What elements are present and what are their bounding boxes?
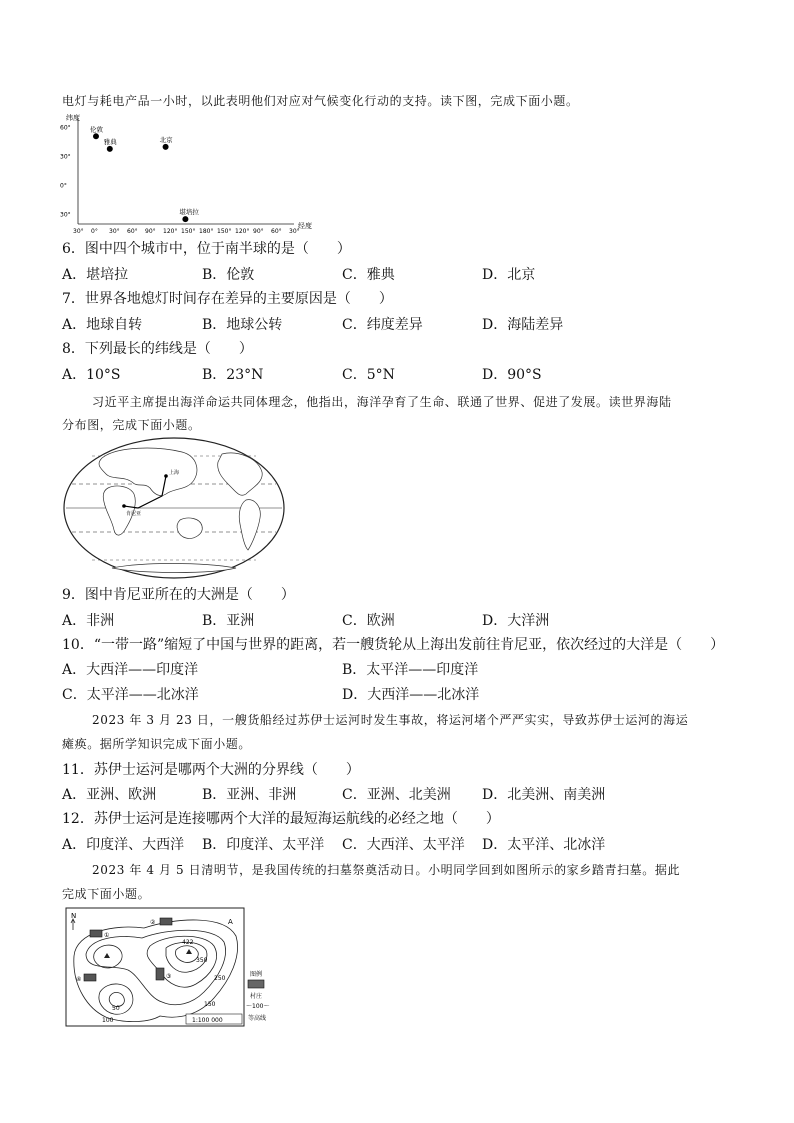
question-9-stem: 9．图中肯尼亚所在的大洲是（ ） xyxy=(62,587,295,603)
q10-option-a[interactable]: A．大西洋——印度洋 xyxy=(62,662,199,678)
q7-option-b[interactable]: B．地球公转 xyxy=(202,317,283,333)
intro-text-ocean: 习近平主席提出海洋命运共同体理念，他指出，海洋孕育了生命、联通了世界、促进了发展。读世界海陆 xyxy=(92,395,672,409)
q9-option-d[interactable]: D．大洋洲 xyxy=(482,613,550,629)
q8-option-d[interactable]: D．90°S xyxy=(482,367,542,383)
village-2-icon xyxy=(160,918,172,925)
q7-option-d[interactable]: D．海陆差异 xyxy=(482,317,564,333)
world-map xyxy=(62,436,286,580)
question-11-stem: 11．苏伊士运河是哪两个大洲的分界线（ ） xyxy=(62,762,360,778)
north-label: N xyxy=(71,912,77,920)
q6-option-c[interactable]: C．雅典 xyxy=(342,267,395,283)
legend-title: 图例 xyxy=(250,971,263,978)
intro-text-qingming-cont: 完成下面小题。 xyxy=(62,887,151,901)
q6-option-b[interactable]: B．伦敦 xyxy=(202,267,255,283)
legend-contour-label: 等高线 xyxy=(248,1015,267,1022)
chart-ytick-label: 30° xyxy=(60,153,71,161)
q12-option-b[interactable]: B．印度洋、太平洋 xyxy=(202,837,325,853)
australia-shape xyxy=(177,518,202,538)
q11-option-a[interactable]: A．亚洲、欧洲 xyxy=(62,787,157,803)
village-1-icon xyxy=(90,930,102,937)
village-4-label: ④ xyxy=(76,976,82,983)
village-3-label: ③ xyxy=(166,973,172,980)
chart-xtick-label: 150° xyxy=(217,228,232,235)
legend-village-icon xyxy=(248,980,264,988)
q6-option-a[interactable]: A．堪培拉 xyxy=(62,267,129,283)
city-label: 雅典 xyxy=(103,137,117,146)
city-latlon-chart xyxy=(58,112,328,238)
q12-option-c[interactable]: C．大西洋、太平洋 xyxy=(342,837,465,853)
contour-map xyxy=(64,906,276,1030)
chart-xtick-label: 120° xyxy=(235,228,250,235)
intro-text-earth-hour: 电灯与耗电产品一小时，以此表明他们对应对气候变化行动的支持。读下图，完成下面小题。 xyxy=(62,94,579,108)
chart-xtick-label: 120° xyxy=(163,228,178,235)
legend-village-label: 村庄 xyxy=(250,993,263,1000)
q11-option-b[interactable]: B．亚洲、非洲 xyxy=(202,787,297,803)
chart-xtick-label: 60° xyxy=(271,228,282,235)
question-7-stem: 7．世界各地熄灯时间存在差异的主要原因是（ ） xyxy=(62,291,393,307)
chart-xtick-label: 90° xyxy=(253,228,264,235)
city-point xyxy=(163,144,169,150)
q9-option-b[interactable]: B．亚洲 xyxy=(202,613,255,629)
q9-option-c[interactable]: C．欧洲 xyxy=(342,613,395,629)
village-2-label: ② xyxy=(150,919,156,926)
kenya-marker xyxy=(122,504,126,508)
shanghai-label: 上海 xyxy=(169,470,180,476)
intro-text-qingming: 2023 年 4 月 5 日清明节，是我国传统的扫墓祭奠活动日。小明同学回到如图所示的家乡踏青扫墓。据此 xyxy=(92,863,681,877)
city-label: 北京 xyxy=(159,135,173,144)
city-point xyxy=(182,216,188,222)
contour-label-150: 150 xyxy=(204,1001,216,1008)
village-4-icon xyxy=(84,974,96,981)
q12-option-d[interactable]: D．太平洋、北冰洋 xyxy=(482,837,606,853)
chart-ytick-label: 30° xyxy=(60,211,71,219)
chart-ylabel: 纬度 xyxy=(66,114,80,122)
chart-xlabel: 经度 xyxy=(298,222,312,230)
chart-xtick-label: 150° xyxy=(181,228,196,235)
chart-xtick-label: 30° xyxy=(289,228,300,235)
q9-option-a[interactable]: A．非洲 xyxy=(62,613,115,629)
legend-contour-sample: ～100～ xyxy=(246,1003,270,1010)
chart-xtick-label: 90° xyxy=(145,228,156,235)
city-label: 堪培拉 xyxy=(179,208,199,217)
scale-label: 1:100 000 xyxy=(192,1017,223,1024)
q8-option-b[interactable]: B．23°N xyxy=(202,367,264,383)
question-10-stem: 10．“一带一路”缩短了中国与世界的距离，若一艘货轮从上海出发前往肯尼亚，依次经过的大洋是（ ） xyxy=(62,637,725,653)
q7-option-a[interactable]: A．地球自转 xyxy=(62,317,143,333)
chart-xtick-label: 60° xyxy=(127,228,138,235)
question-6-stem: 6．图中四个城市中，位于南半球的是（ ） xyxy=(62,241,351,257)
contour-label-350: 350 xyxy=(196,957,208,964)
chart-xtick-label: 30° xyxy=(73,228,84,235)
chart-ytick-label: 60° xyxy=(60,124,71,132)
q12-option-a[interactable]: A．印度洋、大西洋 xyxy=(62,837,185,853)
q10-option-c[interactable]: C．太平洋——北冰洋 xyxy=(62,687,199,703)
contour-label-100: 100 xyxy=(102,1017,114,1024)
chart-ytick-label: 0° xyxy=(60,182,67,190)
q8-option-a[interactable]: A．10°S xyxy=(62,367,121,383)
q6-option-d[interactable]: D．北京 xyxy=(482,267,536,283)
village-1-label: ① xyxy=(104,932,110,939)
contour-label-50: 50 xyxy=(112,1005,120,1012)
contour-label-250: 250 xyxy=(214,975,226,982)
question-8-stem: 8．下列最长的纬线是（ ） xyxy=(62,341,253,357)
chart-xtick-label: 180° xyxy=(199,228,214,235)
city-label: 伦敦 xyxy=(90,125,103,134)
q11-option-d[interactable]: D．北美洲、南美洲 xyxy=(482,787,606,803)
intro-text-suez: 2023 年 3 月 23 日，一艘货船经过苏伊士运河时发生事故，将运河堵个严严实实，导致苏伊士运河的海运 xyxy=(92,713,689,727)
shanghai-marker xyxy=(164,474,168,478)
peak-elevation-label: 422 xyxy=(182,939,194,946)
q10-option-d[interactable]: D．大西洋——北冰洋 xyxy=(342,687,480,703)
q11-option-c[interactable]: C．亚洲、北美洲 xyxy=(342,787,451,803)
chart-xtick-label: 30° xyxy=(109,228,120,235)
q10-option-b[interactable]: B．太平洋——印度洋 xyxy=(342,662,479,678)
question-12-stem: 12．苏伊士运河是连接哪两个大洋的最短海运航线的必经之地（ ） xyxy=(62,811,500,827)
village-3-icon xyxy=(156,968,164,980)
city-point xyxy=(93,133,99,139)
point-a-label: A xyxy=(228,918,233,926)
chart-xtick-label: 0° xyxy=(91,228,98,235)
city-point xyxy=(107,146,113,152)
kenya-label: 肯尼亚 xyxy=(126,511,142,517)
q7-option-c[interactable]: C．纬度差异 xyxy=(342,317,423,333)
intro-text-ocean-cont: 分布图，完成下面小题。 xyxy=(62,418,201,432)
intro-text-suez-cont: 瘫痪。据所学知识完成下面小题。 xyxy=(62,737,252,751)
q8-option-c[interactable]: C．5°N xyxy=(342,367,395,383)
